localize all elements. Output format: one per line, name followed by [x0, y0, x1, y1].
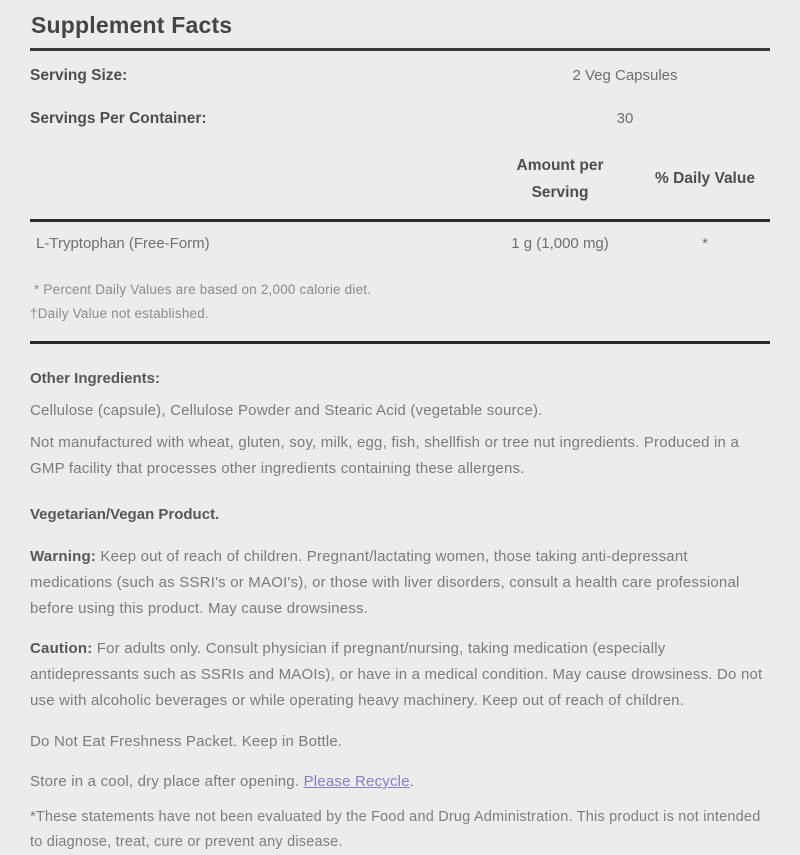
allergen-statement: Not manufactured with wheat, gluten, soy, milk, egg, fish, shellfish or tree nut ingredients. Produced in a GMP facility that processes other ingredients containing these allergens. [30, 434, 739, 477]
storage-paragraph [30, 769, 770, 795]
daily-value-header: % Daily Value [655, 170, 755, 187]
please-recycle-link[interactable]: Please Recycle [303, 773, 410, 790]
footnote-percent-daily-values: * Percent Daily Values are based on 2,000 calorie diet. [34, 282, 372, 297]
title-rule [30, 48, 770, 51]
freshness-packet-statement: Do Not Eat Freshness Packet. Keep in Bottle. [30, 733, 343, 750]
fda-disclaimer: *These statements have not been evaluated by the Food and Drug Administration. This product is not intended to diagnose, treat, cure or prevent any disease. [30, 809, 761, 850]
footnotes-rule [30, 341, 770, 344]
serving-size-label: Serving Size: [30, 67, 128, 84]
servings-per-container-row [30, 110, 770, 128]
table-row [30, 235, 770, 252]
storage-text-suffix: . [409, 773, 415, 790]
serving-size-row [30, 67, 770, 85]
panel-title: Supplement Facts [31, 12, 233, 38]
ingredient-daily-value: * [702, 235, 708, 252]
amount-header-line2: Serving [531, 184, 589, 201]
table-header-row [30, 152, 770, 206]
serving-size-value: 2 Veg Capsules [572, 67, 678, 84]
caution-text: For adults only. Consult physician if pregnant/nursing, taking medication (especially antidepressants such as SSRIs and MAOIs), or have in a medical condition. May cause drowsiness. Do not use with alcoholic beverages or while operating heavy machinery. Keep out of reach of children. [30, 640, 763, 709]
other-ingredients-heading: Other Ingredients: [30, 370, 161, 387]
caution-paragraph [30, 636, 770, 714]
ingredient-name: L-Tryptophan (Free-Form) [36, 235, 210, 252]
storage-text: Store in a cool, dry place after opening. [30, 773, 304, 790]
servings-per-container-label: Servings Per Container: [30, 110, 207, 127]
other-ingredients-text: Cellulose (capsule), Cellulose Powder and Stearic Acid (vegetable source). [30, 402, 543, 419]
caution-label: Caution: [30, 640, 93, 657]
amount-per-serving-header [480, 152, 640, 206]
servings-per-container-value: 30 [616, 110, 634, 127]
vegetarian-vegan-statement: Vegetarian/Vegan Product. [30, 506, 220, 523]
ingredient-amount: 1 g (1,000 mg) [511, 235, 609, 252]
warning-paragraph [30, 544, 770, 622]
warning-label: Warning: [30, 548, 97, 565]
header-rule [30, 219, 770, 222]
footnote-daily-value-not-established: †Daily Value not established. [30, 306, 209, 321]
amount-header-line1: Amount per [516, 157, 604, 174]
warning-text: Keep out of reach of children. Pregnant/lactating women, those taking anti-depressant medications (such as SSRI's or MAOI's), or those with liver disorders, consult a health care professional before using this product. May cause drowsiness. [30, 548, 740, 617]
